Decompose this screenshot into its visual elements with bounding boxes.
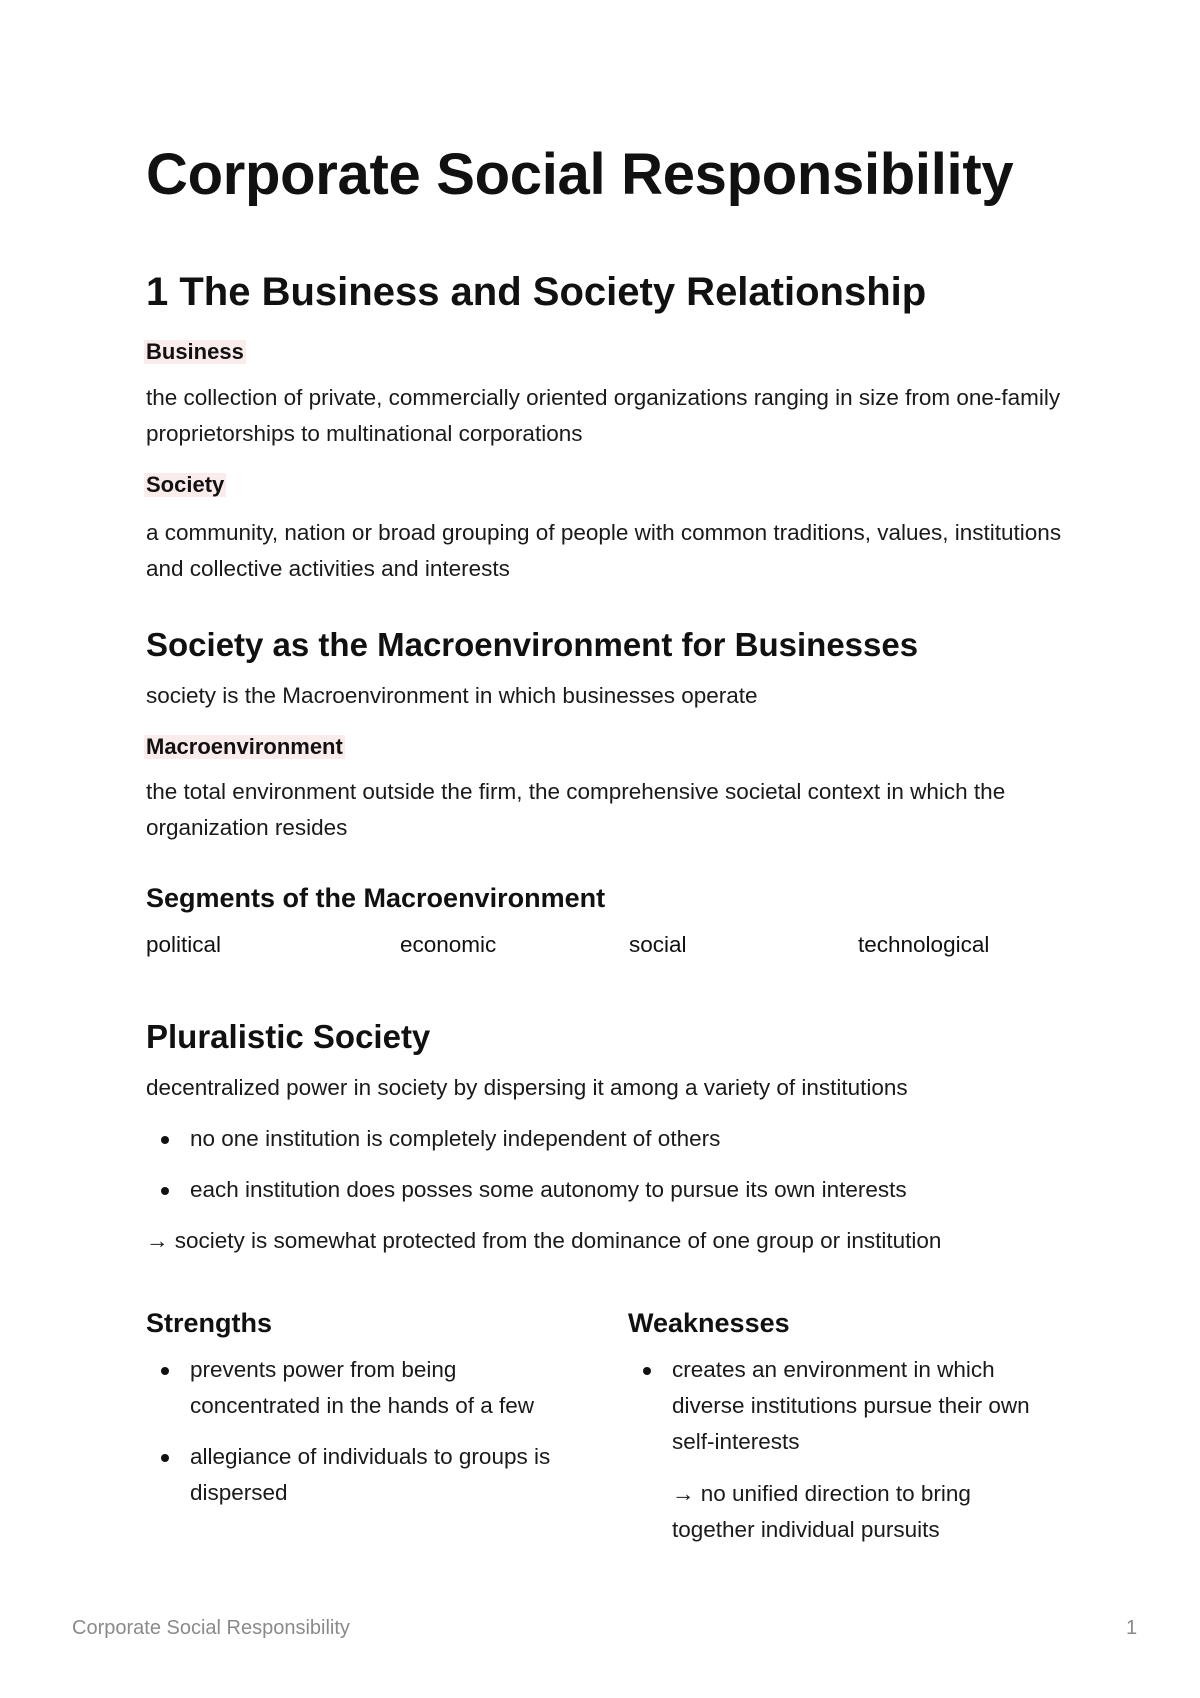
list-item: creates an environment in which diverse institutions pursue their own self-interests (628, 1352, 1048, 1460)
term-business: Business (146, 339, 244, 364)
section-heading-business-society: 1 The Business and Society Relationship (146, 270, 927, 314)
term-macroenvironment: Macroenvironment (146, 734, 343, 759)
list-item: no one institution is completely independent of others (146, 1121, 1066, 1157)
definition-business: the collection of private, commercially oriented organizations ranging in size from one-family proprietorships to multinational corporations (146, 385, 1061, 446)
footer-page-number: 1 (1126, 1617, 1138, 1639)
segment-item: social (629, 932, 687, 957)
section-heading-pluralistic: Pluralistic Society (146, 1018, 431, 1055)
list-item: prevents power from being concentrated in the hands of a few (146, 1352, 576, 1424)
page-title: Corporate Social Responsibility (146, 142, 1014, 207)
weaknesses-note: → no unified direction to bring together individual pursuits (672, 1481, 971, 1542)
definition-macroenvironment: the total environment outside the firm, the comprehensive societal context in which the organization resides (146, 779, 1006, 840)
section-heading-macroenvironment: Society as the Macroenvironment for Businesses (146, 626, 919, 663)
footer-title: Corporate Social Responsibility (72, 1617, 350, 1639)
segment-item: economic (400, 932, 497, 957)
segment-item: technological (858, 932, 990, 957)
list-item: allegiance of individuals to groups is dispersed (146, 1439, 576, 1511)
pluralistic-bullet-list (146, 1121, 1066, 1208)
term-society: Society (146, 472, 225, 497)
definition-society: a community, nation or broad grouping of people with common traditions, values, institutions and collective activities and interests (146, 520, 1062, 581)
pluralistic-definition: decentralized power in society by dispersing it among a variety of institutions (146, 1075, 908, 1100)
segment-item: political (146, 932, 222, 957)
pluralistic-conclusion: → society is somewhat protected from the dominance of one group or institution (146, 1228, 942, 1253)
strengths-heading: Strengths (146, 1308, 273, 1338)
weaknesses-list (628, 1352, 1048, 1460)
strengths-list (146, 1352, 576, 1511)
weaknesses-heading: Weaknesses (628, 1308, 790, 1338)
segments-row (146, 930, 1066, 960)
list-item: each institution does posses some autonomy to pursue its own interests (146, 1172, 1066, 1208)
segments-heading: Segments of the Macroenvironment (146, 883, 606, 913)
macro-intro: society is the Macroenvironment in which businesses operate (146, 683, 758, 708)
